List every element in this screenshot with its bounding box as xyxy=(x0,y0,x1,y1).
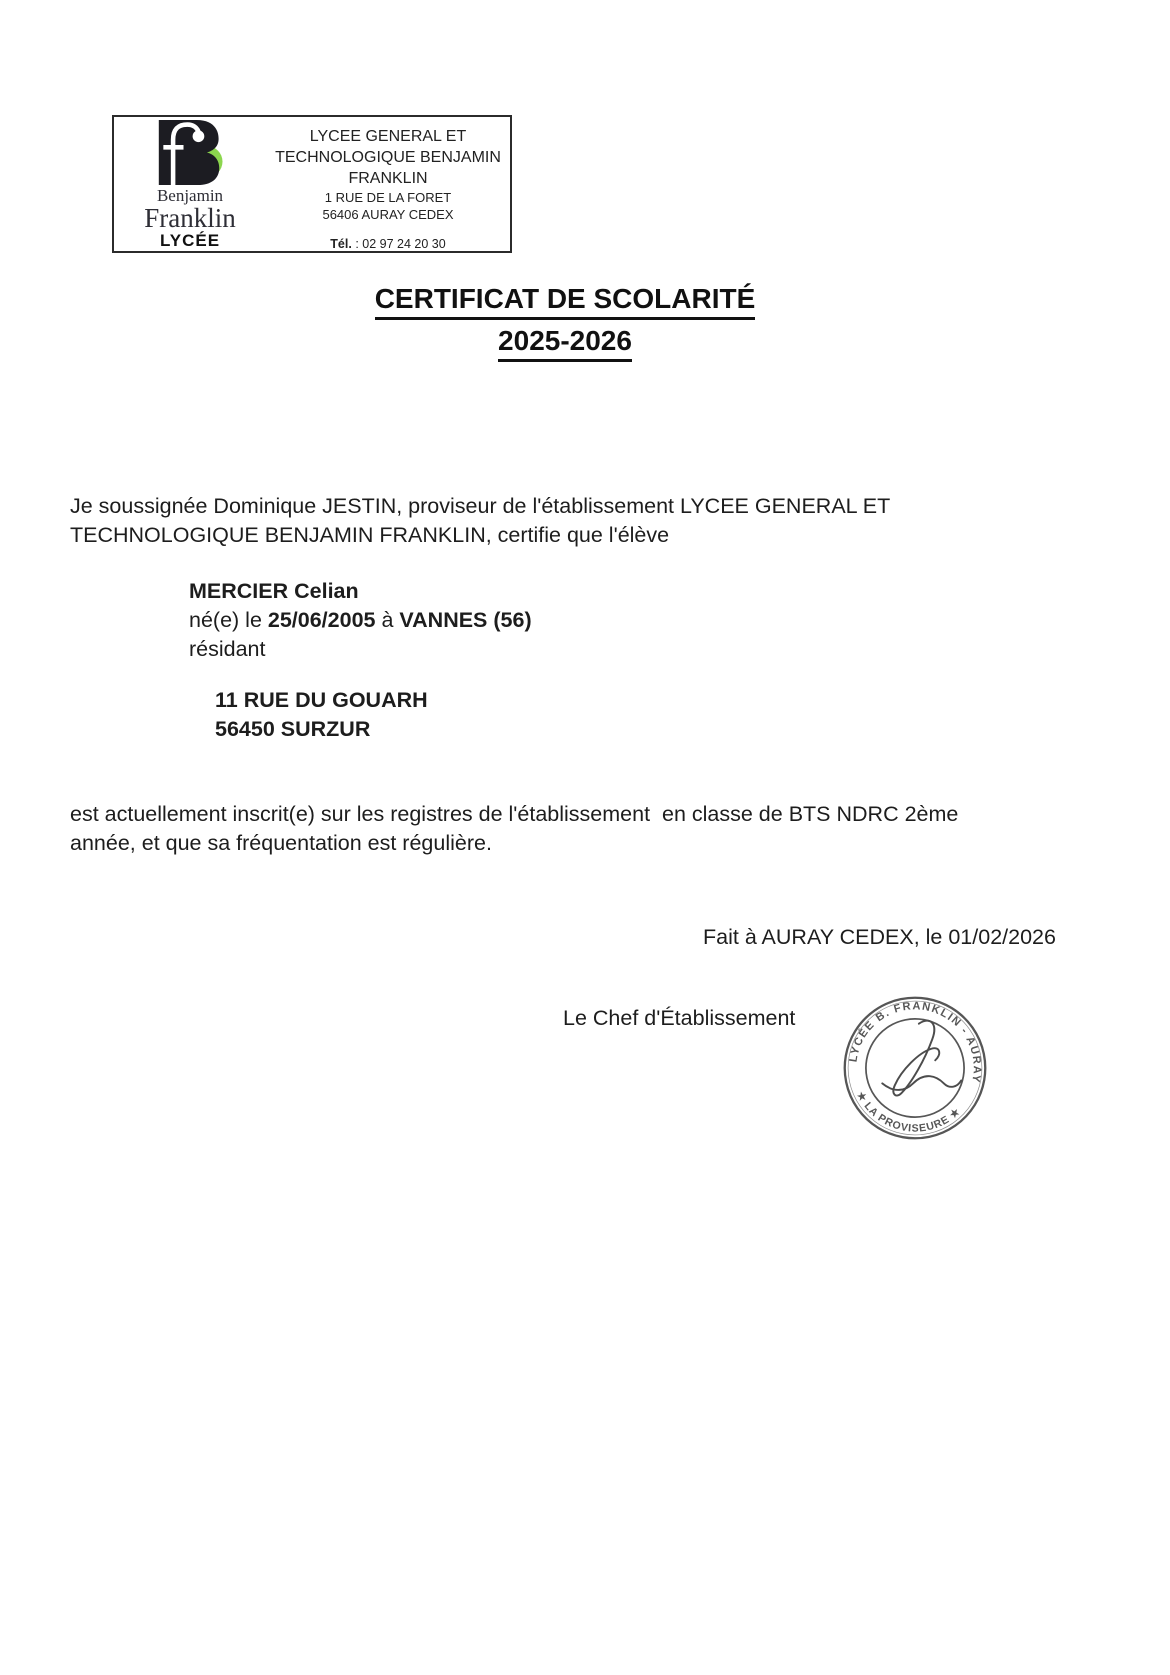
logo-subtitle: LYCÉE xyxy=(159,231,221,250)
enrollment-line: année, et que sa fréquentation est régulière. xyxy=(70,831,492,855)
school-name-line: TECHNOLOGIQUE BENJAMIN xyxy=(275,149,501,166)
benjamin-franklin-logo-icon xyxy=(146,120,234,185)
student-name: MERCIER Celian xyxy=(189,579,359,603)
student-identity xyxy=(189,577,532,664)
address-line: 56450 SURZUR xyxy=(215,717,371,741)
birth-connector: à xyxy=(375,608,400,632)
birth-prefix: né(e) le xyxy=(189,608,268,632)
school-stamp xyxy=(838,991,992,1145)
student-birth-line xyxy=(189,606,532,635)
letterhead-box xyxy=(112,115,512,253)
school-name-line: LYCEE GENERAL ET xyxy=(309,128,467,145)
address-line: 11 RUE DU GOUARH xyxy=(215,688,428,712)
logo-name-top: Benjamin xyxy=(156,186,224,205)
school-name-line: FRANKLIN xyxy=(348,170,428,187)
birth-date: 25/06/2005 xyxy=(267,608,376,632)
title-line-1: CERTIFICAT DE SCOLARITÉ xyxy=(375,283,756,320)
intro-line: TECHNOLOGIQUE BENJAMIN FRANKLIN, certifie que l'élève xyxy=(70,523,670,547)
residence-label: résidant xyxy=(189,637,266,661)
school-address-line: 56406 AURAY CEDEX xyxy=(322,207,454,222)
phone-number: : 02 97 24 20 30 xyxy=(351,237,446,251)
school-phone xyxy=(266,237,510,251)
issue-line: Fait à AURAY CEDEX, le 01/02/2026 xyxy=(703,925,1056,949)
school-logo xyxy=(114,117,266,251)
stamp-top-text xyxy=(847,991,992,1085)
birth-place: VANNES (56) xyxy=(399,608,532,632)
phone-label: Tél. xyxy=(330,237,352,251)
student-address xyxy=(215,686,428,744)
enrollment-line: est actuellement inscrit(e) sur les registres de l'établissement en classe de BTS NDRC 2ème xyxy=(70,802,959,826)
school-details xyxy=(266,117,510,251)
issue-place-date xyxy=(703,923,1056,952)
document-title xyxy=(70,283,1060,362)
stamp-bottom-textpath: ★ LA PROVISEURE ★ xyxy=(854,1089,963,1135)
stamp-top-textpath: LYCÉE B. FRANKLIN - AURAY xyxy=(847,1000,983,1085)
logo-name-bottom: Franklin xyxy=(144,203,236,233)
title-line-2: 2025-2026 xyxy=(498,325,632,362)
signatory-line: Le Chef d'Établissement xyxy=(563,1006,796,1030)
intro-line: Je soussignée Dominique JESTIN, proviseur de l'établissement LYCEE GENERAL ET xyxy=(70,494,891,518)
enrollment-paragraph xyxy=(70,800,1090,858)
school-address-line: 1 RUE DE LA FORET xyxy=(324,190,452,205)
intro-paragraph xyxy=(70,492,1080,550)
signatory-label xyxy=(563,1004,795,1033)
